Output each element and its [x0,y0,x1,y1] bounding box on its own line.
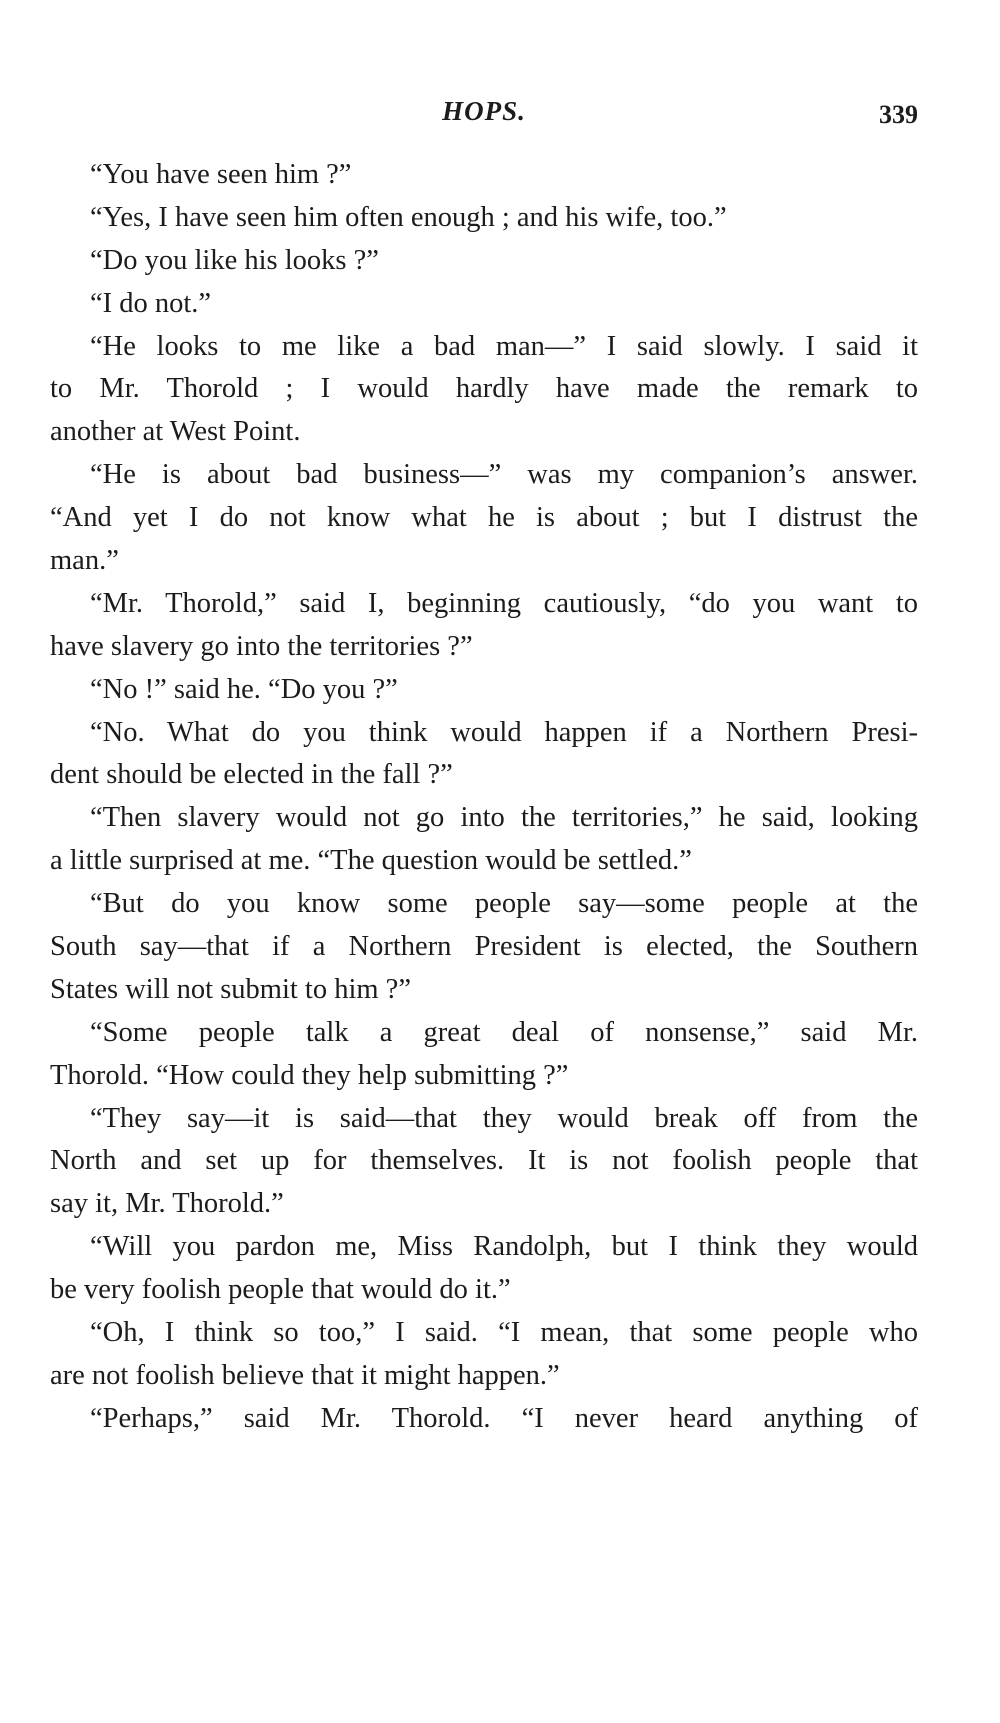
text-line: man.” [50,545,119,577]
paragraph [50,797,918,883]
paragraph [50,1312,918,1398]
text-line: be very foolish people that would do it.” [50,1274,511,1306]
paragraph [50,454,918,583]
paragraph [50,1226,918,1312]
text-line: to Mr. Thorold ; I would hardly have made the remark to [50,373,918,405]
running-title: HOPS. [442,96,526,126]
text-line: “Yes, I have seen him often enough ; and his wife, too.” [90,201,727,233]
text-line: “But do you know some people say—some people at the [90,888,918,920]
paragraph [50,283,918,326]
paragraph [50,883,918,1012]
text-line: “No !” said he. “Do you ?” [90,673,398,705]
text-line: another at West Point. [50,416,301,448]
paragraph [50,326,918,455]
text-line: “Perhaps,” said Mr. Thorold. “I never heard anything of [90,1402,918,1434]
page-number: 339 [879,100,918,129]
text-line: “No. What do you think would happen if a Northern Presi- [90,716,918,748]
text-line: “You have seen him ?” [90,159,352,190]
text-line: “Oh, I think so too,” I said. “I mean, that some people who [90,1317,918,1349]
text-line: “They say—it is said—that they would break off from the [90,1102,918,1134]
text-line: “He is about bad business—” was my companion’s answer. [90,459,918,491]
paragraph [50,240,918,283]
paragraph [50,1398,918,1441]
text-line: South say—that if a Northern President is elected, the Southern [50,931,918,963]
text-line: States will not submit to him ?” [50,973,411,1005]
text-line: “Some people talk a great deal of nonsense,” said Mr. [90,1016,918,1048]
text-line: North and set up for themselves. It is not foolish people that [50,1145,918,1177]
paragraph [50,669,918,712]
text-line: dent should be elected in the fall ?” [50,759,453,791]
text-line: are not foolish believe that it might happen.” [50,1359,560,1391]
text-line: say it, Mr. Thorold.” [50,1188,284,1220]
paragraph [50,1098,918,1227]
text-line: Thorold. “How could they help submitting ?” [50,1059,569,1091]
text-line: “He looks to me like a bad man—” I said slowly. I said it [90,330,918,362]
body-text [50,154,918,1441]
text-line: “Do you like his looks ?” [90,244,379,276]
paragraph [50,197,918,240]
text-line: have slavery go into the territories ?” [50,630,473,662]
paragraph [50,712,918,798]
text-line: “Will you pardon me, Miss Randolph, but I think they would [90,1231,918,1263]
paragraph [50,583,918,669]
text-line: “Mr. Thorold,” said I, beginning cautiously, “do you want to [90,587,918,619]
text-line: “And yet I do not know what he is about ; but I distrust the [50,502,918,534]
text-line: “Then slavery would not go into the territories,” he said, looking [90,802,918,834]
paragraph [50,1012,918,1098]
running-head [50,96,918,136]
text-line: “I do not.” [90,287,212,319]
paragraph [50,154,918,197]
text-line: a little surprised at me. “The question would be settled.” [50,845,692,877]
